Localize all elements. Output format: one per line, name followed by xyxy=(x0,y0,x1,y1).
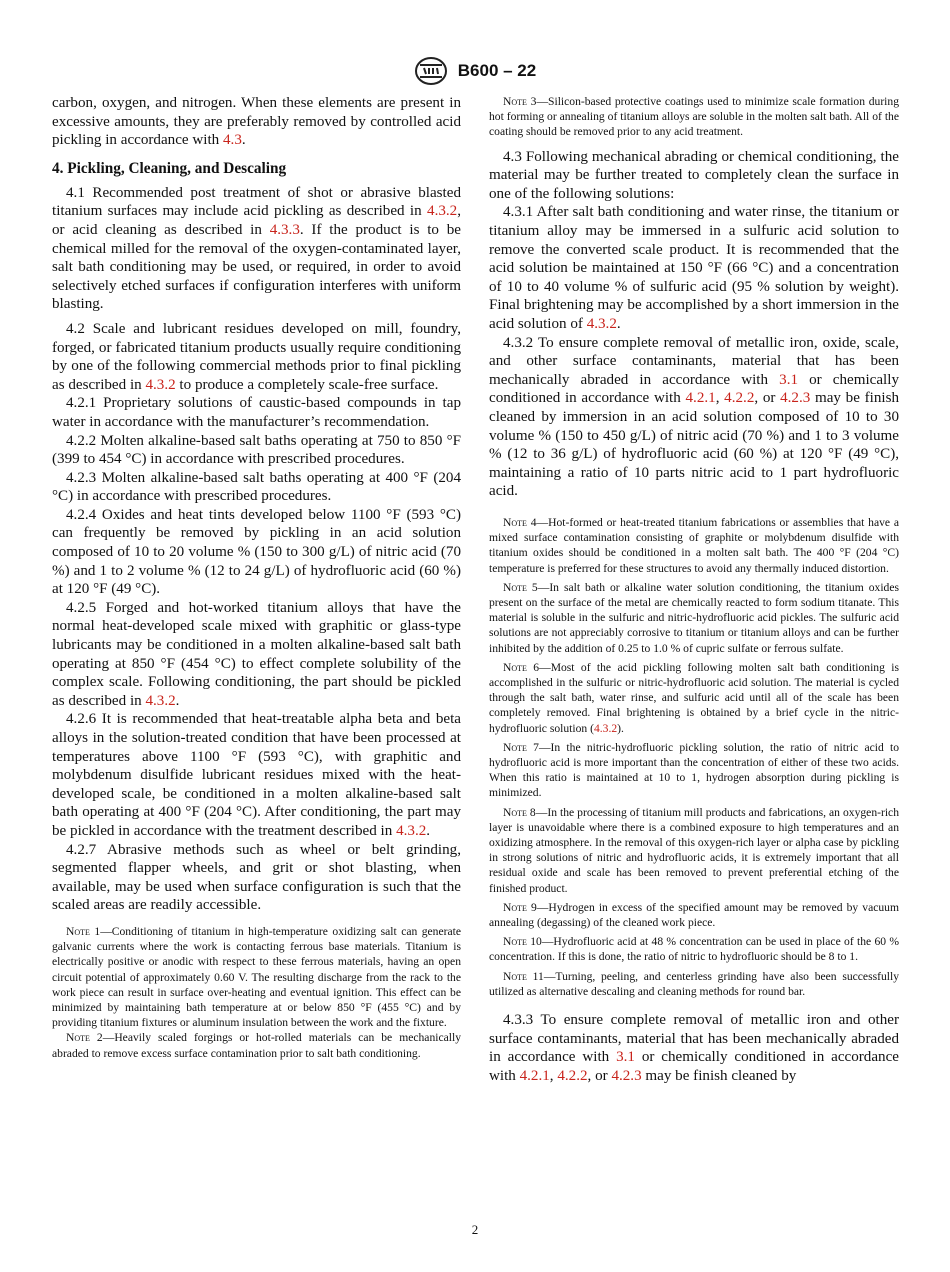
note-6: Note 6—Most of the acid pickling following molten salt bath conditioning is accomplished in the sulfuric or nitric-hydrofluoric acid solution. The material is cycled through the salt bath, water rinse, and sulfuric acid until all of the scale has been completely removed. Final brightening is obtained by a brief cycle in the nitric-hydrofluoric solution (4.3.2). xyxy=(489,660,899,735)
section-heading: 4. Pickling, Cleaning, and Descaling xyxy=(52,159,287,177)
note-9: Note 9—Hydrogen in excess of the specified amount may be removed by vacuum annealing (degassing) of the cleaned work piece. xyxy=(489,900,899,929)
paragraph-intro: carbon, oxygen, and nitrogen. When these elements are present in excessive amounts, they are preferably removed by controlled acid pickling in accordance with 4.3. xyxy=(52,95,461,149)
paragraph-4-2-6: 4.2.6 It is recommended that heat-treatable alpha beta and beta alloys in the solution-treated condition that have been processed at temperatures above 1100 °F (593 °C), with graphitic and molybdenum disulfide lubricant residues mixed with the heat-developed scale, be conditioned in a molten alkaline-based salt bath operating at 400 °F (204 °C). After conditioning, the part may be pickled in accordance with the treatment described in 4.3.2. xyxy=(52,711,461,839)
note-5: Note 5—In salt bath or alkaline water solution conditioning, the titanium oxides present on the surface of the metal are chemically reacted to form sodium titanate. This material is soluble in the sulfuric and nitric-hydrofluoric acid pickles. The sulfuric acid solutions are not appreciably corrosive to titanium or titanium alloys and can be further inhibited by the addition of 0.25 to 1.0 % of cupric sulfate or ferrous sulfate. xyxy=(489,580,899,655)
reference-link[interactable]: 4.2.3 xyxy=(611,1067,642,1084)
page-number: 2 xyxy=(471,1222,479,1237)
paragraph-4-2-7: 4.2.7 Abrasive methods such as wheel or belt grinding, segmented flapper wheels, and grit or shot blasting, when available, may be used when surface configuration is such that the scaled areas are readily accessible. xyxy=(52,841,461,914)
paragraph-4-3-1: 4.3.1 After salt bath conditioning and water rinse, the titanium or titanium alloy may be immersed in a sulfuric acid solution to remove the converted scale product. It is recommended that the acid solution be maintained at 150 °F (66 °C) and a concentration of 10 to 40 volume % of sulfuric acid (95 % solution by weight). Final brightening may be accomplished by a short immersion in the acid solution of 4.3.2. xyxy=(489,204,899,332)
page-header xyxy=(0,56,950,86)
reference-link[interactable]: 3.1 xyxy=(779,371,799,388)
paragraph-4-2-4: 4.2.4 Oxides and heat tints developed below 1100 °F (593 °C) can frequently be removed by pickling in an acid solution composed of 10 to 20 volume % (150 to 300 g/L) of nitric acid (70 %) and 1 to 2 volume % (12 to 24 g/L) of hydrofluoric acid (60 %) at 120 °F (49 °C). xyxy=(52,506,461,598)
note-10: Note 10—Hydrofluoric acid at 48 % concentration can be used in place of the 60 % concentration. If this is done, the ratio of nitric to hydrofluoric should be 8 to 1. xyxy=(489,935,899,964)
reference-link[interactable]: 4.3.2 xyxy=(427,203,458,220)
reference-link[interactable]: 4.3 xyxy=(223,132,242,149)
left-column xyxy=(52,94,461,1061)
reference-link[interactable]: 4.2.2 xyxy=(557,1067,588,1084)
note-11: Note 11—Turning, peeling, and centerless grinding have also been successfully utilized as alternative descaling and cleaning methods for round bar. xyxy=(489,969,899,998)
paragraph-4-2-1: 4.2.1 Proprietary solutions of caustic-based compounds in tap water in accordance with the manufacturer’s recommendation. xyxy=(52,395,461,430)
paragraph-4-2: 4.2 Scale and lubricant residues developed on mill, foundry, forged, or fabricated titanium products usually require conditioning by one of the following commercial methods prior to final pickling as described in 4.3.2 to produce a completely scale-free surface. xyxy=(52,320,461,393)
paragraph-4-1: 4.1 Recommended post treatment of shot or abrasive blasted titanium surfaces may include acid pickling as described in 4.3.2, or acid cleaning as described in 4.3.3. If the product is to be chemical milled for the removal of the oxygen-contaminated layer, salt bath conditioning may be used, or required, in order to avoid selectively etched surfaces if configuration interferes with uniform blasting. xyxy=(52,184,461,313)
paragraph-4-3-2: 4.3.2 To ensure complete removal of metallic iron, oxide, scale, and other surface contaminants, material that has been mechanically abraded in accordance with 3.1 or chemically conditioned in accordance with 4.2.1, 4.2.2, or 4.2.3 may be finish cleaned by immersion in an acid solution composed of 10 to 30 volume % (150 to 450 g/L) of nitric acid (70 %) and 1 to 3 volume % (12 to 36 g/L) of hydrofluoric acid (60 %) at 120 °F (49 °C), maintaining a ratio of 10 parts nitric acid to 1 part hydrofluoric acid. xyxy=(489,334,900,500)
note-2: Note 2—Heavily scaled forgings or hot-rolled materials can be mechanically abraded to remove excess surface contamination prior to salt bath conditioning. xyxy=(52,1031,461,1060)
note-8: Note 8—In the processing of titanium mill products and fabrications, an oxygen-rich layer is unavoidable where there is a combined exposure to high temperatures and an oxidizing atmosphere. In the removal of this oxygen-rich layer or alpha case by pickling in strong solutions of nitric and hydrofluoric acids, it is extremely important that all residual oxide and scale has been removed to prevent preferential etching of the finished product. xyxy=(489,805,899,895)
reference-link[interactable]: 4.3.2 xyxy=(593,721,618,735)
right-column xyxy=(489,94,899,1085)
reference-link[interactable]: 4.3.2 xyxy=(396,822,427,839)
reference-link[interactable]: 4.3.3 xyxy=(269,221,300,238)
reference-link[interactable]: 3.1 xyxy=(616,1049,635,1066)
paragraph-4-2-5: 4.2.5 Forged and hot-worked titanium alloys that have the normal heat-developed scale mixed with graphitic or glass-type lubricants may be conditioned in a molten alkaline-based salt bath operating at 850 °F (454 °C) to effect complete solubility of the complex scale. Following conditioning, the part should be pickled as described in 4.3.2. xyxy=(52,599,461,709)
astm-logo-icon xyxy=(414,56,448,86)
document-designation: B600 – 22 xyxy=(457,61,537,80)
reference-link[interactable]: 4.3.2 xyxy=(145,692,176,709)
reference-link[interactable]: 4.3.2 xyxy=(586,315,617,332)
note-3: Note 3—Silicon-based protective coatings used to minimize scale formation during hot forming or annealing of titanium alloys are soluble in the molten salt bath. All of the coating should be removed prior to any acid treatment. xyxy=(489,95,899,139)
paragraph-4-2-2: 4.2.2 Molten alkaline-based salt baths operating at 750 to 850 °F (399 to 454 °C) in accordance with prescribed procedures. xyxy=(52,432,461,468)
reference-link[interactable]: 4.3.2 xyxy=(145,376,176,393)
reference-link[interactable]: 4.2.1 xyxy=(685,390,716,407)
reference-link[interactable]: 4.2.3 xyxy=(780,390,811,407)
paragraph-4-3: 4.3 Following mechanical abrading or chemical conditioning, the material may be further treated to completely clean the surface in one of the following solutions: xyxy=(489,148,899,202)
paragraph-4-2-3: 4.2.3 Molten alkaline-based salt baths operating at 400 °F (204 °C) in accordance with prescribed procedures. xyxy=(52,469,461,505)
paragraph-4-3-3: 4.3.3 To ensure complete removal of metallic iron and other surface contaminants, material that has been mechanically abraded in accordance with 3.1 or chemically conditioned in accordance with 4.2.1, 4.2.2, or 4.2.3 may be finish cleaned by xyxy=(489,1011,899,1084)
reference-link[interactable]: 4.2.2 xyxy=(724,390,755,407)
note-1: Note 1—Conditioning of titanium in high-temperature oxidizing salt can generate galvanic currents where the work is contacting ferrous base materials. Titanium is electrically positive or anodic with respect to these ferrous materials, having an open circuit potential of approximately 0.60 V. The resulting discharge from the rack to the work piece can result in surface over-heating and eventual ignition. This effect can be minimized by maintaining bath temperature at or below 850 °F (455 °C) and by providing titanium fixtures or aluminum insulation between the work and the fixture. xyxy=(52,924,461,1030)
note-7: Note 7—In the nitric-hydrofluoric pickling solution, the ratio of nitric acid to hydrofluoric acid is more important than the concentration of either of these two acids. When this ratio is maintained at 10 to 1, hydrogen absorption during pickling is minimized. xyxy=(489,740,899,800)
note-4: Note 4—Hot-formed or heat-treated titanium fabrications or assemblies that have a mixed surface contamination consisting of graphite or molybdenum disulfide with titanium oxides should be conditioned in a molten salt bath. The 400 °F (204 °C) temperature is preferred for these structures to avoid any thermally induced distortion. xyxy=(489,515,899,575)
reference-link[interactable]: 4.2.1 xyxy=(519,1067,550,1084)
